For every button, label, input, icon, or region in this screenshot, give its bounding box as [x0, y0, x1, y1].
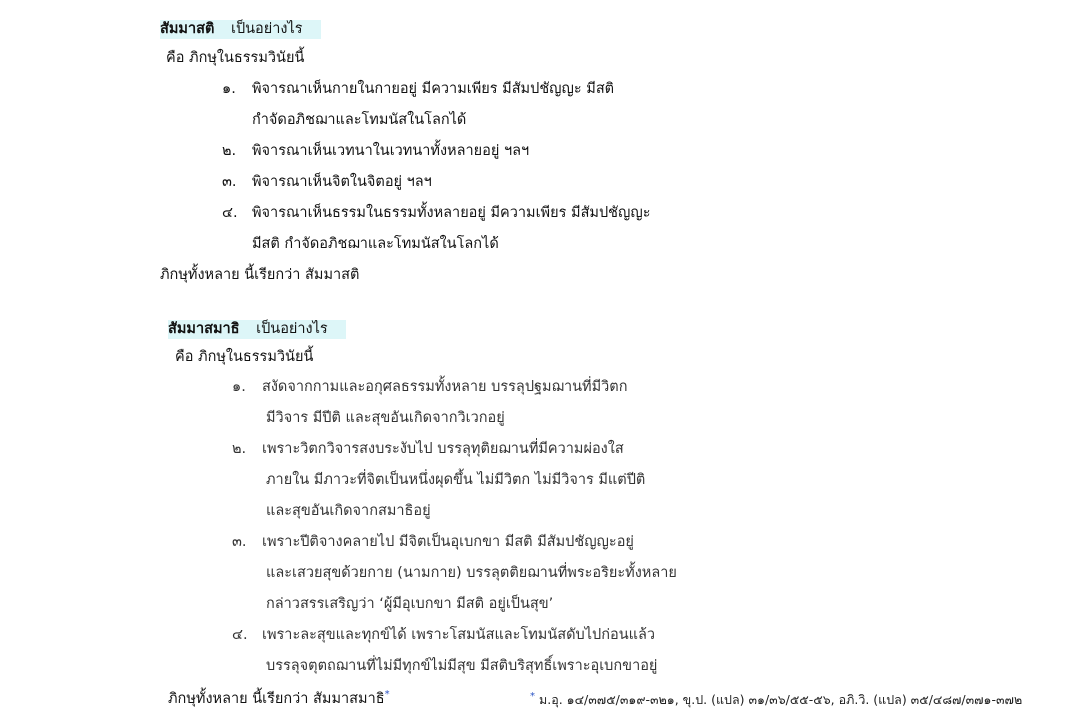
- footnote: [530, 692, 1022, 707]
- section1-intro: คือ ภิกษุในธรรมวินัยนี้: [166, 50, 305, 66]
- section2-item-text: เพราะละสุขและทุกข์ได้ เพราะโสมนัสและโทมนัสดับไปก่อนแล้ว: [262, 627, 656, 643]
- section1-item-text: พิจารณาเห็นจิตในจิตอยู่ ฯลฯ: [252, 174, 432, 190]
- section2-item-num: ๒.: [232, 441, 247, 457]
- section2-item-text: ภายใน มีภาวะที่จิตเป็นหนึ่งผุดขึ้น ไม่มีวิตก ไม่มีวิจาร มีแต่ปีติ: [266, 472, 646, 488]
- section1-heading-suffix: เป็นอย่างไร: [230, 21, 303, 37]
- section1-item-text: พิจารณาเห็นธรรมในธรรมทั้งหลายอยู่ มีความเพียร มีสัมปชัญญะ: [252, 205, 651, 221]
- footnote-reference-mark: *: [384, 689, 390, 700]
- section2-closing-text: ภิกษุทั้งหลาย นี้เรียกว่า สัมมาสมาธิ: [168, 690, 385, 707]
- section2-item-num: ๔.: [232, 627, 248, 643]
- section2-closing: [168, 690, 390, 706]
- section2-item-text: สงัดจากกามและอกุศลธรรมทั้งหลาย บรรลุปฐมฌานที่มีวิตก: [262, 379, 628, 395]
- footnote-mark: *: [530, 691, 535, 702]
- section2-item-num: ๑.: [232, 379, 246, 395]
- section2-item-text: บรรลุจตุตถฌานที่ไม่มีทุกข์ไม่มีสุข มีสติบริสุทธิ์เพราะอุเบกขาอยู่: [266, 658, 658, 674]
- section2-item-text: กล่าวสรรเสริญว่า ‘ผู้มีอุเบกขา มีสติ อยู่เป็นสุข’: [266, 596, 554, 612]
- section2-item-text: และเสวยสุขด้วยกาย (นามกาย) บรรลุตติยฌานที่พระอริยะทั้งหลาย: [266, 565, 677, 581]
- section1-item-num: ๔.: [222, 205, 238, 221]
- section1-closing: ภิกษุทั้งหลาย นี้เรียกว่า สัมมาสติ: [160, 267, 360, 283]
- section2-item-text: เพราะปีติจางคลายไป มีจิตเป็นอุเบกขา มีสติ มีสัมปชัญญะอยู่: [262, 534, 634, 550]
- section2-item-text: และสุขอันเกิดจากสมาธิอยู่: [266, 503, 431, 519]
- section1-item-text: กำจัดอภิชฌาและโทมนัสในโลกได้: [252, 112, 467, 128]
- section1-heading: [160, 20, 321, 39]
- section2-heading: [168, 320, 346, 339]
- section1-item-num: ๒.: [222, 143, 237, 159]
- section2-item-num: ๓.: [232, 534, 247, 550]
- section1-item-num: ๓.: [222, 174, 237, 190]
- section1-item-num: ๑.: [222, 81, 236, 97]
- section1-heading-term: สัมมาสติ: [160, 21, 215, 37]
- section1-item-text: พิจารณาเห็นกายในกายอยู่ มีความเพียร มีสัมปชัญญะ มีสติ: [252, 81, 615, 97]
- section2-heading-term: สัมมาสมาธิ: [168, 321, 240, 337]
- footnote-text: ม.อุ. ๑๔/๓๗๕/๓๑๙-๓๒๑, ขุ.ป. (แปล) ๓๑/๓๖/๕๕-๕๖, อภิ.วิ. (แปล) ๓๕/๔๘๗/๓๗๑-๓๗๒: [538, 692, 1023, 708]
- section1-item-text: มีสติ กำจัดอภิชฌาและโทมนัสในโลกได้: [252, 236, 499, 252]
- section2-heading-suffix: เป็นอย่างไร: [256, 321, 328, 337]
- section1-item-text: พิจารณาเห็นเวทนาในเวทนาทั้งหลายอยู่ ฯลฯ: [252, 143, 530, 159]
- section2-item-text: เพราะวิตกวิจารสงบระงับไป บรรลุทุติยฌานที่มีความผ่องใส: [262, 441, 624, 457]
- section2-intro: คือ ภิกษุในธรรมวินัยนี้: [175, 349, 314, 365]
- section2-item-text: มีวิจาร มีปีติ และสุขอันเกิดจากวิเวกอยู่: [266, 410, 505, 426]
